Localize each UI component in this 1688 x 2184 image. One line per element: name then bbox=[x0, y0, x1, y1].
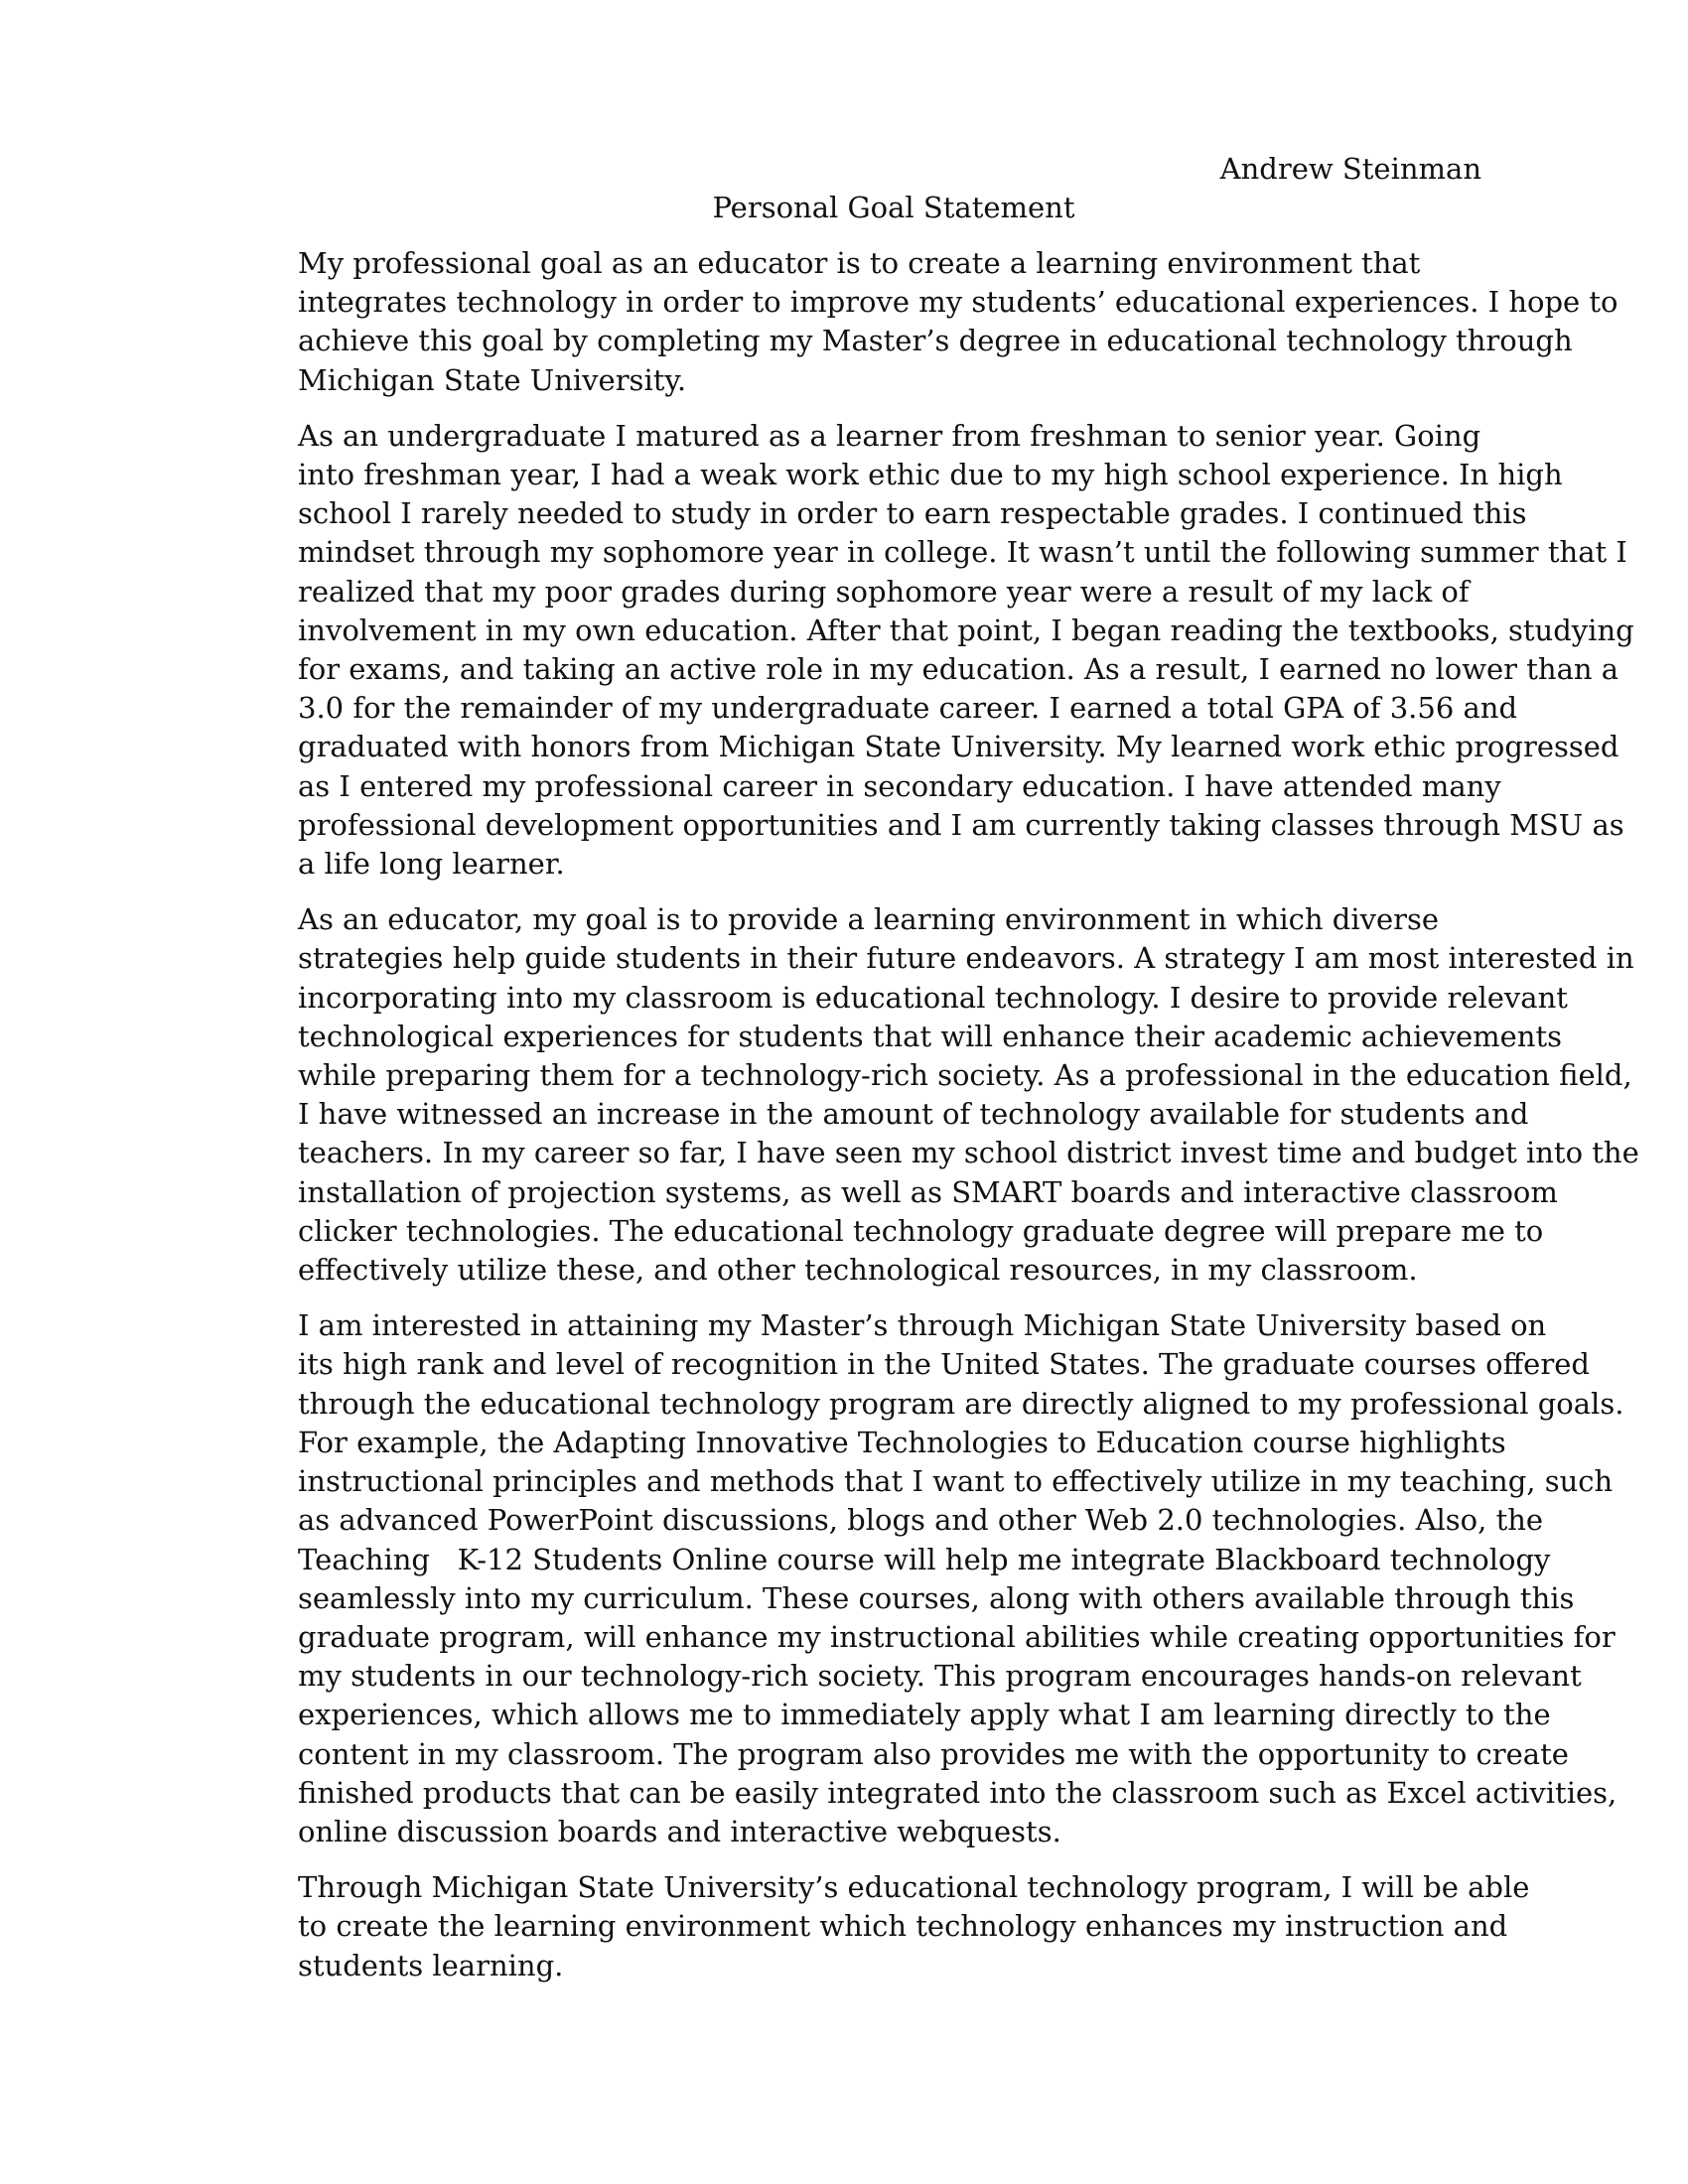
paragraph-line: incorporating into my classroom is educational technology. I desire to provide relevant bbox=[298, 980, 1568, 1015]
paragraph-line: into freshman year, I had a weak work ethic due to my high school experience. In high bbox=[298, 458, 1563, 492]
paragraph-line: as I entered my professional career in secondary education. I have attended many bbox=[298, 768, 1501, 803]
paragraph-line: professional development opportunities and I am currently taking classes through MSU as bbox=[298, 807, 1624, 842]
paragraph-line: My professional goal as an educator is to create a learning environment that bbox=[298, 246, 1421, 280]
paragraph-line: Through Michigan State University’s educational technology program, I will be able bbox=[298, 1870, 1530, 1905]
paragraph-line: graduate program, will enhance my instructional abilities while creating opportunities for bbox=[298, 1619, 1616, 1654]
paragraph-line: graduated with honors from Michigan State University. My learned work ethic progressed bbox=[298, 730, 1619, 764]
paragraph-line: integrates technology in order to improve my students’ educational experiences. I hope to bbox=[298, 285, 1618, 320]
paragraph-line: instructional principles and methods that I want to effectively utilize in my teaching, such bbox=[298, 1464, 1614, 1499]
body-paragraph bbox=[200, 1868, 1530, 1985]
paragraph-line: technological experiences for students that will enhance their academic achievements bbox=[298, 1019, 1562, 1053]
document-body bbox=[200, 244, 1639, 2002]
body-paragraph bbox=[200, 417, 1634, 884]
body-paragraph bbox=[200, 244, 1618, 400]
paragraph-line: involvement in my own education. After that point, I began reading the textbooks, studying bbox=[298, 613, 1634, 647]
author-name: Andrew Steinman bbox=[1219, 152, 1481, 186]
paragraph-line: installation of projection systems, as well as SMART boards and interactive classroom bbox=[298, 1174, 1558, 1209]
paragraph-line: Michigan State University. bbox=[298, 362, 687, 397]
paragraph-line: realized that my poor grades during sophomore year were a result of my lack of bbox=[298, 574, 1470, 609]
paragraph-line: as advanced PowerPoint discussions, blogs and other Web 2.0 technologies. Also, the bbox=[298, 1503, 1544, 1538]
paragraph-line: a life long learner. bbox=[298, 847, 565, 882]
body-paragraph bbox=[200, 900, 1639, 1290]
paragraph-line: online discussion boards and interactive webquests. bbox=[298, 1814, 1061, 1848]
paragraph-line: clicker technologies. The educational technology graduate degree will prepare me to bbox=[298, 1213, 1544, 1248]
paragraph-line: 3.0 for the remainder of my undergraduate career. I earned a total GPA of 3.56 and bbox=[298, 691, 1518, 726]
paragraph-line: school I rarely needed to study in order to earn respectable grades. I continued this bbox=[298, 496, 1527, 531]
paragraph-line: for exams, and taking an active role in my education. As a result, I earned no lower than a bbox=[298, 652, 1619, 687]
document-title: Personal Goal Statement bbox=[712, 191, 1075, 224]
paragraph-line: my students in our technology-rich society. This program encourages hands-on relevant bbox=[298, 1659, 1582, 1694]
paragraph-line: As an educator, my goal is to provide a learning environment in which diverse bbox=[298, 902, 1440, 937]
paragraph-line: while preparing them for a technology-rich society. As a professional in the education field, bbox=[298, 1058, 1632, 1093]
paragraph-line: For example, the Adapting Innovative Technologies to Education course highlights bbox=[298, 1425, 1506, 1459]
paragraph-line: achieve this goal by completing my Master’s degree in educational technology through bbox=[298, 324, 1573, 358]
paragraph-line: I have witnessed an increase in the amount of technology available for students and bbox=[298, 1097, 1529, 1132]
paragraph-line: As an undergraduate I matured as a learner from freshman to senior year. Going bbox=[298, 418, 1481, 453]
body-paragraph bbox=[200, 1306, 1624, 1851]
paragraph-line: content in my classroom. The program also provides me with the opportunity to create bbox=[298, 1736, 1569, 1771]
paragraph-line: finished products that can be easily integrated into the classroom such as Excel activities, bbox=[298, 1775, 1618, 1810]
paragraph-line: teachers. In my career so far, I have seen my school district invest time and budget into the bbox=[298, 1136, 1639, 1170]
paragraph-line: students learning. bbox=[298, 1948, 564, 1982]
paragraph-line: through the educational technology program are directly aligned to my professional goals. bbox=[298, 1386, 1624, 1421]
paragraph-line: strategies help guide students in their future endeavors. A strategy I am most interested in bbox=[298, 941, 1634, 976]
paragraph-line: to create the learning environment which technology enhances my instruction and bbox=[298, 1909, 1508, 1944]
paragraph-line: Teaching K-12 Students Online course will help me integrate Blackboard technology bbox=[298, 1542, 1551, 1576]
paragraph-line: its high rank and level of recognition in the United States. The graduate courses offered bbox=[298, 1347, 1590, 1382]
paragraph-line: seamlessly into my curriculum. These courses, along with others available through this bbox=[298, 1580, 1575, 1615]
paragraph-line: I am interested in attaining my Master’s through Michigan State University based on bbox=[298, 1308, 1547, 1343]
paragraph-line: mindset through my sophomore year in college. It wasn’t until the following summer that I bbox=[298, 535, 1627, 570]
paragraph-line: effectively utilize these, and other technological resources, in my classroom. bbox=[298, 1253, 1418, 1288]
paragraph-line: experiences, which allows me to immediately apply what I am learning directly to the bbox=[298, 1698, 1551, 1732]
